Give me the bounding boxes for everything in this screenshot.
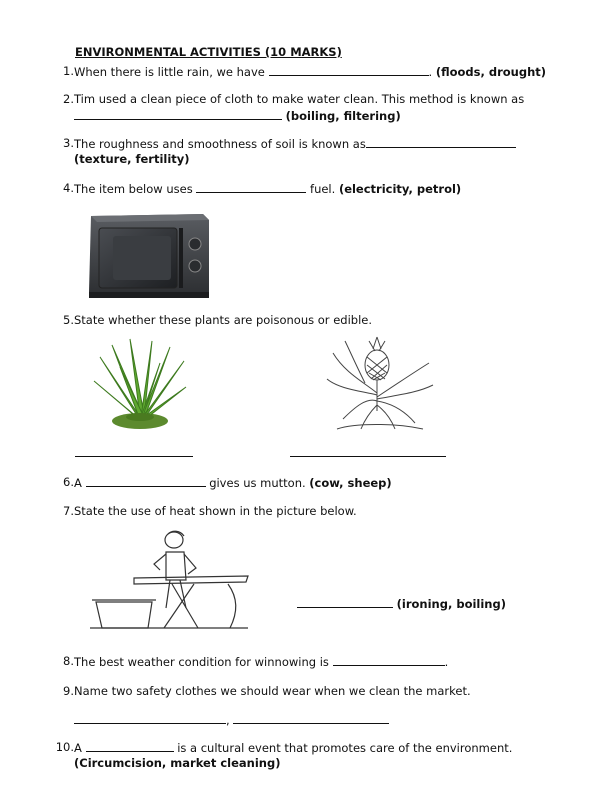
question-text: Tim used a clean piece of cloth to make water clean. This method is known as <box>74 92 525 106</box>
question-text-after: fuel. <box>310 182 336 196</box>
answer-options: (ironing, boiling) <box>396 597 506 611</box>
answer-blank-1[interactable] <box>74 712 226 724</box>
question-text: The roughness and smoothness of soil is known as <box>74 137 366 151</box>
punctuation: . <box>444 655 449 669</box>
answer-blank[interactable] <box>333 654 445 666</box>
aloe-plant-image <box>90 337 190 432</box>
answer-blank-left-plant[interactable] <box>75 445 193 457</box>
question-number: 2. <box>63 92 74 106</box>
answer-options: (texture, fertility) <box>74 152 190 166</box>
question-number: 8. <box>63 654 74 668</box>
question-text-after: is a cultural event that promotes care of the environment. <box>177 741 513 755</box>
answer-options: (Circumcision, market cleaning) <box>74 756 281 770</box>
answer-options: (cow, sheep) <box>309 476 392 490</box>
question-text: State the use of heat shown in the picture below. <box>74 504 357 518</box>
answer-blank[interactable] <box>86 740 174 752</box>
answer-blank[interactable] <box>297 596 393 608</box>
question-7-answer <box>297 596 506 611</box>
answer-options: (boiling, filtering) <box>285 109 401 123</box>
question-number: 3. <box>63 136 74 150</box>
question-number: 10. <box>55 740 74 754</box>
question-number: 4. <box>63 181 74 195</box>
question-text-after: gives us mutton. <box>209 476 306 490</box>
microwave-oven-image <box>85 210 213 302</box>
question-text: Name two safety clothes we should wear when we clean the market. <box>74 684 471 698</box>
answer-blank-right-plant[interactable] <box>290 445 446 457</box>
question-number: 9. <box>63 684 74 698</box>
question-text: The item below uses <box>74 182 193 196</box>
answer-blank[interactable] <box>74 108 282 120</box>
answer-options: (floods, drought) <box>435 65 547 79</box>
question-text: A <box>74 741 82 755</box>
question-number: 7. <box>63 504 74 518</box>
worksheet-title: ENVIRONMENTAL ACTIVITIES (10 MARKS) <box>75 45 342 59</box>
pineapple-plant-image <box>325 333 435 433</box>
answer-blank[interactable] <box>269 64 429 76</box>
punctuation: . <box>428 65 433 79</box>
person-ironing-image <box>88 528 258 630</box>
separator: , <box>226 713 230 727</box>
question-text: The best weather condition for winnowing is <box>74 655 329 669</box>
answer-blank[interactable] <box>366 136 516 148</box>
answer-blank-2[interactable] <box>233 712 389 724</box>
question-text: A <box>74 476 82 490</box>
answer-options: (electricity, petrol) <box>338 182 462 196</box>
question-number: 6. <box>63 475 74 489</box>
question-text: State whether these plants are poisonous or edible. <box>74 313 372 327</box>
question-text: When there is little rain, we have <box>74 65 265 79</box>
question-number: 1. <box>63 64 74 78</box>
question-number: 5. <box>63 313 74 327</box>
answer-blank[interactable] <box>86 475 206 487</box>
answer-blank[interactable] <box>196 181 306 193</box>
